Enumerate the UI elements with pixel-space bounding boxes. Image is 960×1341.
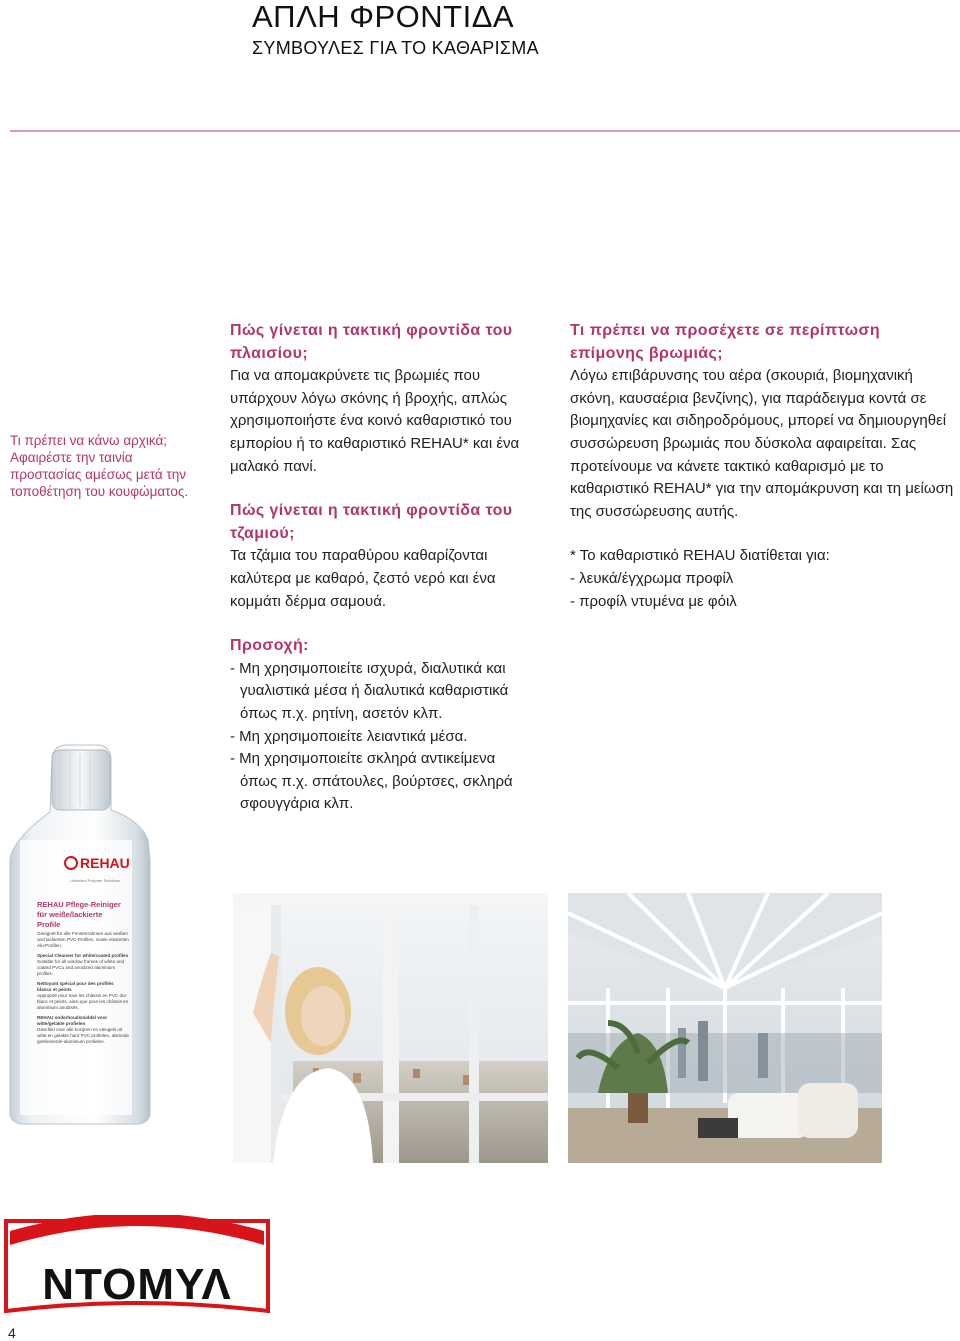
bottle-de-text: Geeignet für alle Fensterrahmen aus weißen und lackierten PVC-Profilen, sowie eloxierten Alu-Profilen. [37, 931, 129, 948]
side-note-answer: Αφαιρέστε την ταινία προστασίας αμέσως μετά την τοποθέτηση του κουφώματος. [10, 450, 189, 499]
caution-item: - Μη χρησιμοποιείτε ισχυρά, διαλυτικά και [230, 659, 506, 677]
frame-care-heading: Πώς γίνεται η τακτική φροντίδα του πλαισίου; [230, 322, 513, 362]
caution-item: όπως π.χ. ρητίνη, ασετόν κλπ. [240, 704, 443, 722]
frame-care-text: Για να απομακρύνετε τις βρωμιές που υπάρχουν λόγω σκόνης ή βροχής, απλώς χρησιμοποιήστε ένα κοινό καθαριστικό του εμπορίου ή το καθαριστικό REHAU* και ένα μαλακό πανί. [230, 367, 520, 475]
bottle-en-title: Special Cleanser for white/coated profiles [37, 953, 129, 958]
caution-item: όπως π.χ. σπάτουλες, βούρτσες, σκληρά [240, 772, 513, 790]
footnote-title: * Το καθαριστικό REHAU διατίθεται για: [570, 547, 830, 565]
bottle-nl-title: REHAU onderhoudsmiddel voor witte/gelakte profielen [37, 1015, 108, 1026]
footnote-item: - λευκά/έγχρωμα προφίλ [570, 569, 734, 587]
bottle-label-title: REHAU Pflege-Reiniger [37, 900, 121, 909]
company-logo [0, 1215, 275, 1323]
page-subtitle: ΣΥΜΒΟΥΛΕΣ ΓΙΑ ΤΟ ΚΑΘΑΡΙΣΜΑ [252, 38, 539, 58]
page-title: ΑΠΛΗ ΦΡΟΝΤΙΔΑ [252, 0, 515, 34]
stubborn-dirt-heading: Τι πρέπει να προσέχετε σε περίπτωση επίμονης βρωμιάς; [570, 322, 881, 362]
bottle-nl-text: Geschikt voor alle kozijnen en vleugels uit witte en gelakte hard PVC profielen, alsmede geëloxeerde-aluminium profielen. [37, 1027, 129, 1044]
conservatory-room-photo [568, 893, 882, 1163]
bottle-label-sub: für weiße/lackierte [37, 910, 103, 919]
glass-care-heading: Πώς γίνεται η τακτική φροντίδα του τζαμιού; [230, 502, 513, 542]
caution-item: σφουγγάρια κλπ. [240, 795, 354, 813]
rehau-cleaner-bottle-image [0, 740, 205, 1125]
caution-item: - Μη χρησιμοποιείτε λειαντικά μέσα. [230, 727, 468, 745]
footnote-item: - προφίλ ντυμένα με φόιλ [570, 592, 737, 610]
header-divider [10, 130, 960, 132]
logo-text: ΝΤΟΜΥΛ [42, 1260, 232, 1309]
caution-heading: Προσοχή: [230, 637, 309, 655]
side-note [10, 432, 200, 500]
bottle-en-text: Suitable for all window frames of white and coated PVCu and anodized aluminium profiles. [37, 959, 125, 976]
glass-care-text: Τα τζάμια του παραθύρου καθαρίζονται καλύτερα με καθαρό, ζεστό νερό και ένα κομμάτι δέρμα σαμουά. [230, 547, 496, 610]
bottle-fr-text: Approprié pour tous les châssis en PVC dur blanc et peints, ainsi que pour les châssis en aluminium anodisés. [37, 993, 129, 1010]
bottle-fr-title: Nettoyant spécial pour des profilés blancs et peints [37, 981, 114, 992]
middle-column [230, 320, 550, 816]
caution-item: γυαλιστικά μέσα ή διαλυτικά καθαριστικά [240, 682, 509, 700]
page-number: 4 [8, 1325, 16, 1341]
woman-at-window-photo [233, 893, 548, 1163]
caution-item: - Μη χρησιμοποιείτε σκληρά αντικείμενα [230, 750, 496, 768]
stubborn-dirt-text: Λόγω επιβάρυνσης του αέρα (σκουριά, βιομηχανική σκόνη, καυσαέρια βενζίνης), για παράδειγμα κοντά σε βιομηχανίες και σιδηροδρόμους, μπορεί να δημιουργηθεί συσσώρευση βρωμιάς που δύσκολα αφαιρείται. Σας προτείνουμε να κάνετε τακτικό καθαρισμό με το καθαριστικό REHAU* για την απομάκρυνση και τη μείωση της συσσώρευσης αυτής. [570, 367, 954, 520]
side-note-question: Τι πρέπει να κάνω αρχικά; [10, 433, 168, 448]
bottle-label-sub: Profile [37, 920, 61, 929]
bottle-brand: REHAU [80, 855, 130, 871]
right-column [570, 320, 955, 613]
bottle-tagline: Unlimited Polymer Solutions [70, 878, 121, 883]
